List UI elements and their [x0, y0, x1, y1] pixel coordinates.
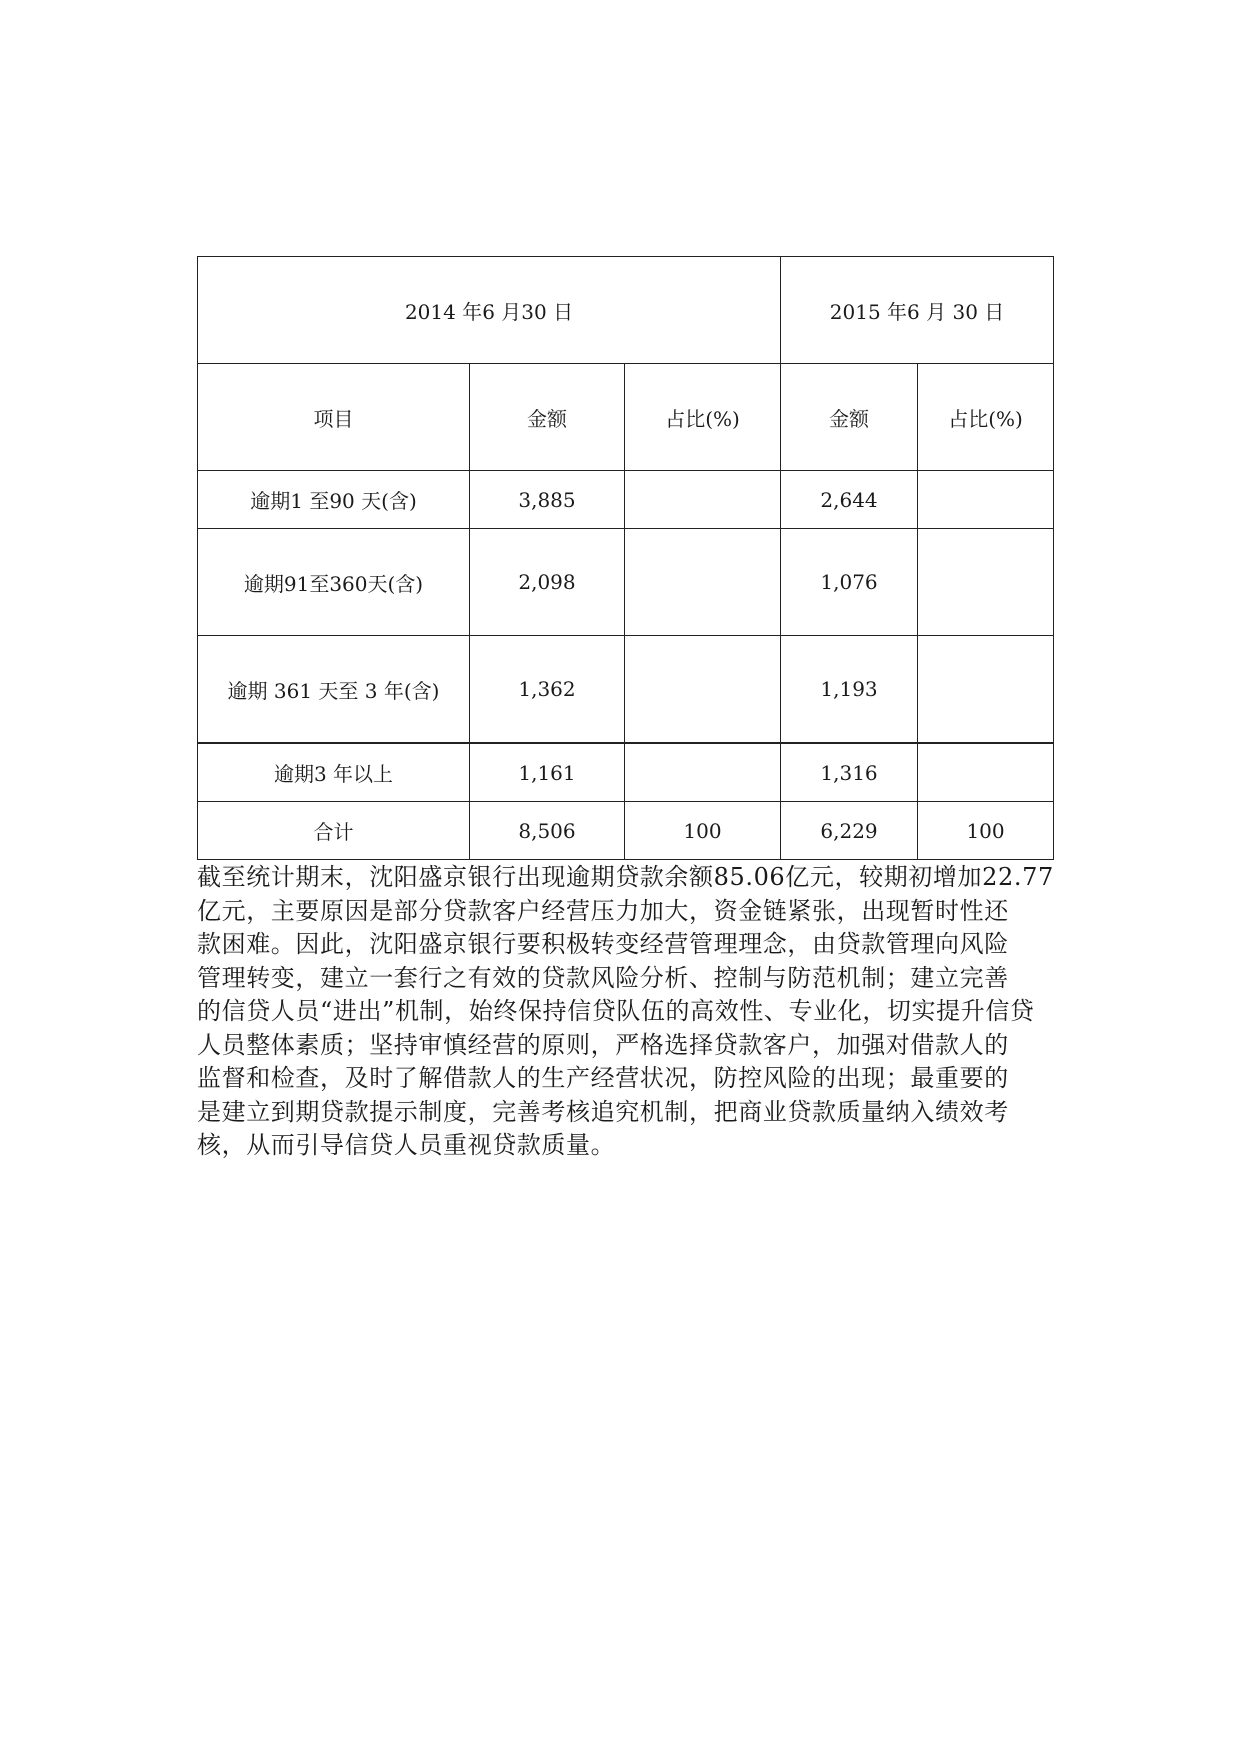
row-ratio-2014-cell [625, 471, 781, 529]
row-amount-2015-cell: 1,193 [781, 636, 918, 744]
table-period-row [198, 257, 1054, 364]
amount-2015-column-header: 金额 [781, 364, 918, 471]
paragraph-line: 监督和检查，及时了解借款人的生产经营状况，防控风险的出现；最重要的 [197, 1064, 1009, 1092]
row-ratio-2015-cell [918, 471, 1054, 529]
paragraph-line: 核，从而引导信贷人员重视贷款质量。 [197, 1131, 616, 1159]
row-item-cell: 逾期3 年以上 [198, 743, 470, 802]
ratio-2015-column-header: 占比(%) [918, 364, 1054, 471]
period-2014-header: 2014 年6 月30 日 [198, 257, 781, 364]
total-label-cell: 合计 [198, 802, 470, 860]
row-ratio-2015-cell [918, 636, 1054, 744]
paragraph-line: 人员整体素质；坚持审慎经营的原则，严格选择贷款客户，加强对借款人的 [197, 1030, 1009, 1059]
row-amount-2014-cell: 1,161 [470, 743, 625, 802]
row-ratio-2015-cell [918, 743, 1054, 802]
table-column-header-row [198, 364, 1054, 471]
row-ratio-2014-cell [625, 636, 781, 744]
total-ratio-2015-cell: 100 [918, 802, 1054, 860]
overdue-loan-table [197, 256, 1054, 860]
row-item-cell: 逾期 361 天至 3 年(含) [198, 636, 470, 744]
paragraph-line: 是建立到期贷款提示制度，完善考核追究机制，把商业贷款质量纳入绩效考 [197, 1097, 1009, 1126]
row-ratio-2014-cell [625, 529, 781, 636]
period-2015-header: 2015 年6 月 30 日 [781, 257, 1054, 364]
table-total-row [198, 802, 1054, 860]
amount-2014-column-header: 金额 [470, 364, 625, 471]
row-amount-2015-cell: 1,076 [781, 529, 918, 636]
paragraph-line: 管理转变，建立一套行之有效的贷款风险分析、控制与防范机制；建立完善 [197, 963, 1009, 992]
total-amount-2015-cell: 6,229 [781, 802, 918, 860]
row-amount-2015-cell: 1,316 [781, 743, 918, 802]
item-column-header: 项目 [198, 364, 470, 471]
row-amount-2014-cell: 1,362 [470, 636, 625, 744]
paragraph-line: 亿元，主要原因是部分贷款客户经营压力加大，资金链紧张，出现暂时性还 [197, 896, 1009, 925]
row-item-cell: 逾期91至360天(含) [198, 529, 470, 636]
row-amount-2015-cell: 2,644 [781, 471, 918, 529]
table-row [198, 743, 1054, 802]
row-amount-2014-cell: 2,098 [470, 529, 625, 636]
ratio-2014-column-header: 占比(%) [625, 364, 781, 471]
row-ratio-2015-cell [918, 529, 1054, 636]
total-amount-2014-cell: 8,506 [470, 802, 625, 860]
row-item-cell: 逾期1 至90 天(含) [198, 471, 470, 529]
table-row [198, 529, 1054, 636]
total-ratio-2014-cell: 100 [625, 802, 781, 860]
row-ratio-2014-cell [625, 743, 781, 802]
paragraph-line: 款困难。因此，沈阳盛京银行要积极转变经营管理理念，由贷款管理向风险 [197, 930, 1009, 958]
table-row [198, 471, 1054, 529]
paragraph-line: 截至统计期末，沈阳盛京银行出现逾期贷款余额85.06亿元，较期初增加22.77 [197, 863, 1054, 891]
table-row [198, 636, 1054, 744]
paragraph-line: 的信贷人员“进出”机制，始终保持信贷队伍的高效性、专业化，切实提升信贷 [197, 997, 1035, 1025]
row-amount-2014-cell: 3,885 [470, 471, 625, 529]
analysis-paragraph [197, 861, 1057, 1163]
